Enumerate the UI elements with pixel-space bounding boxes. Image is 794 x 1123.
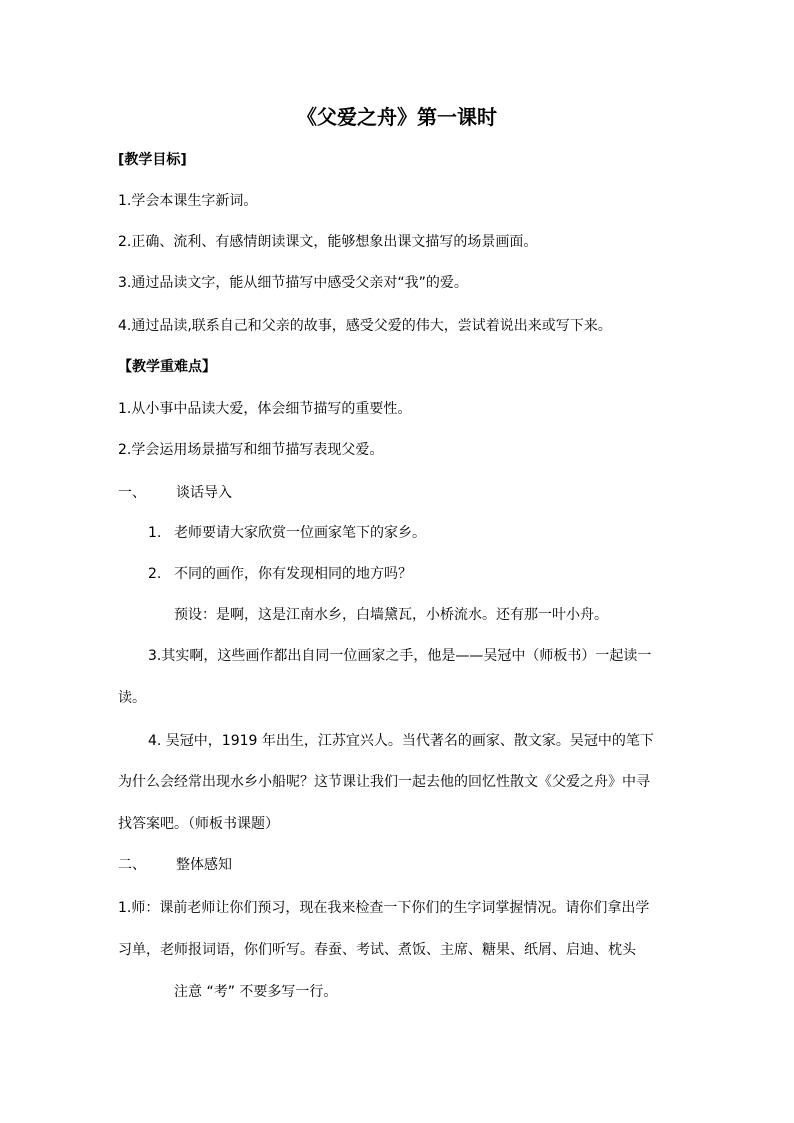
- key-point-item-2: 2.学会运用场景描写和细节描写表现父爱。: [118, 442, 384, 458]
- step-4-line-1: 4. 吴冠中，1919 年出生，江苏宜兴人。当代著名的画家、散文家。吴冠中的笔下: [148, 733, 654, 749]
- section-1-heading: [118, 483, 232, 503]
- step-1-text: 老师要请大家欣赏一位画家笔下的家乡。: [174, 525, 426, 541]
- objective-item-2: 2.正确、流利、有感情朗读课文，能够想象出课文描写的场景画面。: [118, 234, 538, 250]
- section-1-number: 一、: [118, 485, 146, 501]
- section-1-step-1: [148, 523, 426, 543]
- document-title: 《父爱之舟》第一课时: [297, 105, 497, 129]
- section-2-heading: [118, 855, 232, 875]
- objective-item-3: 3.通过品读文字，能从细节描写中感受父亲对“我”的爱。: [118, 275, 468, 291]
- step-4-line-3: 找答案吧。（师板书课题）: [118, 816, 279, 832]
- objective-item-4: 4.通过品读,联系自己和父亲的故事，感受父爱的伟大，尝试着说出来或写下来。: [118, 318, 612, 334]
- step-1-number: 1.: [148, 525, 162, 541]
- section-2-number: 二、: [118, 857, 146, 873]
- key-point-item-1: 1.从小事中品读大爱，体会细节描写的重要性。: [118, 401, 412, 417]
- section-2-para-1-line-1: 1.师：课前老师让你们预习，现在我来检查一下你们的生字词掌握情况。请你们拿出学: [118, 900, 650, 916]
- step-2-number: 2.: [148, 566, 162, 582]
- section-1-title: 谈话导入: [176, 485, 232, 501]
- key-points-heading: 【教学重难点】: [118, 359, 216, 375]
- step-2-text: 不同的画作，你有发现相同的地方吗？: [174, 566, 412, 582]
- section-2-note: 注意 “考” 不要多写一行。: [174, 984, 338, 1000]
- step-3-line-2: 读。: [118, 690, 146, 706]
- step-3-line-1: 3.其实啊，这些画作都出自同一位画家之手，他是——吴冠中（师板书）一起读一: [148, 648, 652, 664]
- step-4-line-2: 为什么会经常出现水乡小船呢？这节课让我们一起去他的回忆性散文《父爱之舟》中寻: [118, 774, 650, 790]
- section-1-step-2: [148, 564, 412, 584]
- section-2-title: 整体感知: [176, 857, 232, 873]
- objectives-heading: [教学目标]: [118, 152, 187, 168]
- objective-item-1: 1.学会本课生字新词。: [118, 193, 258, 209]
- preset-answer: 预设：是啊，这是江南水乡，白墙黛瓦，小桥流水。还有那一叶小舟。: [174, 607, 608, 623]
- section-2-para-1-line-2: 习单，老师报词语，你们听写。春蚕、考试、煮饭、主席、糖果、纸屑、启迪、枕头: [118, 942, 636, 958]
